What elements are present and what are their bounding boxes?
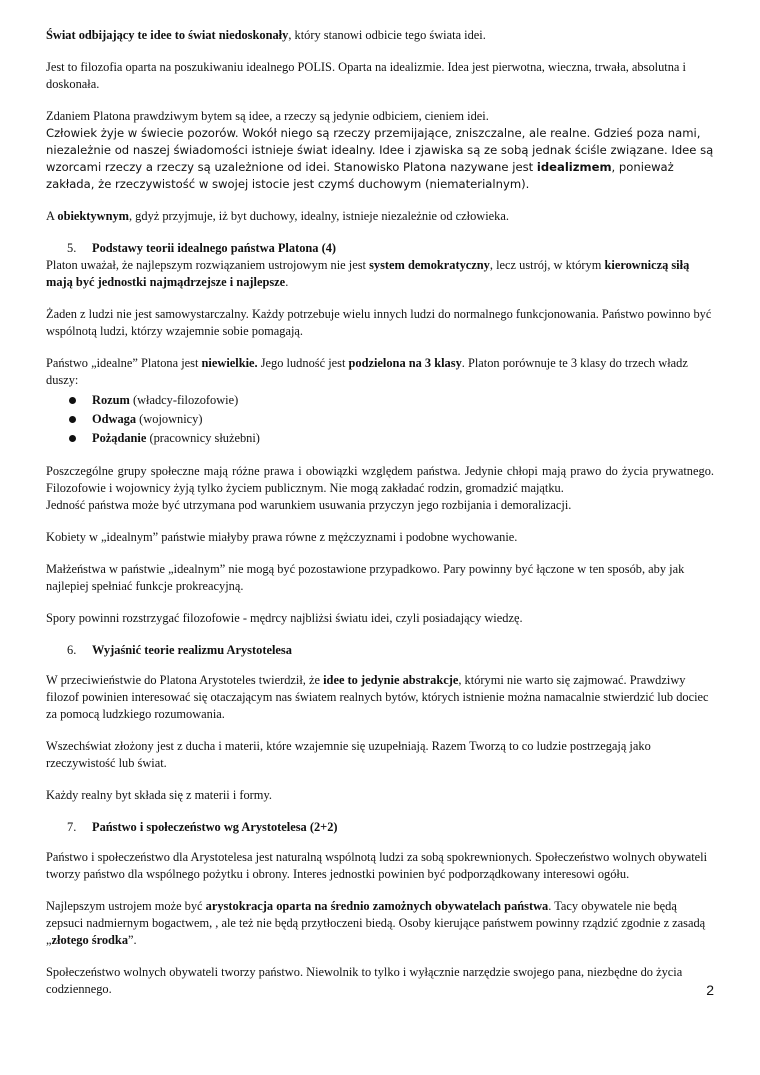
paragraph-self-sufficiency: Żaden z ludzi nie jest samowystarczalny. Każdy potrzebuje wielu innych ludzi do normalnego funkcjonowania. Państwo powinno być wspólnotą ludzi, którzy wzajemnie sobie pomagają. — [46, 307, 712, 338]
section-number: 6. — [67, 643, 77, 657]
bold-text: Świat odbijający te idee to świat niedoskonały — [46, 28, 289, 42]
section-5-heading — [46, 240, 714, 257]
text: Jego ludność jest — [257, 356, 349, 370]
document-page — [46, 27, 714, 1013]
soul-classes-list — [46, 391, 714, 448]
text: Poszczególne grupy społeczne mają różne prawa i obowiązki względem państwa. Jedynie chłopi mają prawo do życia prywatnego. Filozofowie i wojownicy żyją tylko życiem publicznym. Nie mogą zakładać rodzin, gromadzić majątku. — [46, 464, 714, 495]
paragraph-women: Kobiety w „idealnym” państwie miałyby prawa równe z mężczyznami i podobne wychowanie. — [46, 530, 518, 544]
bold-text: idee to jedynie abstrakcje — [323, 673, 459, 687]
bold-text: Pożądanie — [92, 431, 147, 445]
text: . — [285, 275, 289, 289]
bold-text: arystokracja oparta na średnio zamożnych obywatelach państwa — [205, 899, 549, 913]
text: Najlepszym ustrojem może być — [46, 899, 206, 913]
paragraph-objective — [46, 208, 714, 225]
bold-text: kierowniczą siłą mają być jednostki najmądrzejsze i najlepsze — [46, 258, 690, 289]
list-item — [46, 391, 714, 410]
text: W przeciwieństwie do Platona Arystoteles twierdził, że — [46, 673, 324, 687]
paragraph-matter-form: Każdy realny byt składa się z materii i formy. — [46, 788, 272, 802]
text: . Platon porównuje te 3 klasy do trzech władz duszy: — [46, 356, 688, 387]
paragraph-free-citizens: Społeczeństwo wolnych obywateli tworzy państwo. Niewolnik to tylko i wyłącznie narzędzie swojego pana, niezbędne do życia codziennego. — [46, 965, 683, 996]
section-number: 7. — [67, 820, 77, 834]
paragraph-best-system — [46, 898, 714, 949]
paragraph-world-reflection — [46, 27, 714, 44]
page-number: 2 — [706, 982, 714, 998]
paragraph-universe: Wszechświat złożony jest z ducha i materii, które wzajemnie się uzupełniają. Razem Tworzą to co ludzie postrzegają jako rzeczywistość lub świat. — [46, 739, 651, 770]
text: , którymi nie warto się zajmować. Prawdziwy filozof powinien interesować się otaczającym nas światem realnych bytów, których istnienie można namacalnie stwierdzić lub dociec za pomocą ludzkiego rozumowania. — [46, 673, 709, 721]
text: ”. — [128, 933, 137, 947]
text: Zdaniem Platona prawdziwym bytem są idee, a rzeczy są jedynie odbiciem, cieniem idei. — [46, 109, 489, 123]
section-7-heading — [46, 819, 714, 836]
section-6-heading — [46, 642, 714, 659]
section-title: Państwo i społeczeństwo wg Arystotelesa (2+2) — [92, 820, 338, 834]
bold-text: Odwaga — [92, 412, 137, 426]
list-item — [46, 429, 714, 448]
section-number: 5. — [67, 241, 77, 255]
text: A — [46, 209, 58, 223]
text: Człowiek żyje w świecie pozorów. Wokół niego są rzeczy przemijające, zniszczalne, ale realne. Gdzieś poza nami, niezależnie od naszej świadomości istnieje świat idealny. Idee i zjawiska są ze sobą jednak ściśle związane. Idee są wzorcami rzeczy a rzeczy są uzależnione od idei. Stanowisko Platona nazywane jest — [46, 126, 714, 174]
paragraph-state-society: Państwo i społeczeństwo dla Arystotelesa jest naturalną wspólnotą ludzi za sobą spokrewnionych. Społeczeństwo wolnych obywateli tworzy państwo dla wspólnego pożytku i obrony. Interes jednostki powinien być podporządkowany interesowi ogółu. — [46, 850, 708, 881]
text: Platon uważał, że najlepszym rozwiązaniem ustrojowym nie jest — [46, 258, 370, 272]
paragraph-plato-ideas — [46, 108, 714, 193]
text: (wojownicy) — [136, 412, 203, 426]
list-item — [46, 410, 714, 429]
bold-text: podzielona na 3 klasy — [348, 356, 462, 370]
text: . Tacy obywatele nie będą zepsuci nadmiernym bogactwem, , ale też nie będą przytłoczeni biedą. Osoby kierujące państwem powinny rządzić zgodnie z zasadą „ — [46, 899, 706, 947]
section-title: Wyjaśnić teorie realizmu Arystotelesa — [92, 643, 292, 657]
text: , ponieważ zakłada, że rzeczywistość w swojej istocie jest czymś duchowym (niematerialnym). — [46, 160, 674, 191]
bold-text: obiektywnym — [57, 209, 129, 223]
bold-text: system demokratyczny — [369, 258, 490, 272]
bullet-icon — [69, 435, 76, 442]
bold-text: idealizmem — [536, 160, 612, 174]
paragraph-social-groups — [46, 463, 714, 514]
bold-text: Rozum — [92, 393, 130, 407]
bold-text: złotego środka — [51, 933, 129, 947]
text: , gdyż przyjmuje, iż byt duchowy, idealny, istnieje niezależnie od człowieka. — [128, 209, 509, 223]
text: Jedność państwa może być utrzymana pod warunkiem usuwania przyczyn jego rozbijania i demoralizacji. — [46, 498, 572, 512]
bullet-icon — [69, 397, 76, 404]
paragraph-disputes: Spory powinni rozstrzygać filozofowie - mędrcy najbliżsi światu idei, czyli posiadający wiedzę. — [46, 611, 523, 625]
bullet-icon — [69, 416, 76, 423]
bold-text: niewielkie. — [201, 356, 258, 370]
paragraph-marriages: Małżeństwa w państwie „idealnym” nie mogą być pozostawione przypadkowo. Pary powinny być łączone w ten sposób, aby jak najlepiej spełniać funkcje prokreacyjną. — [46, 562, 685, 593]
paragraph-philosophy-polis: Jest to filozofia oparta na poszukiwaniu idealnego POLIS. Oparta na idealizmie. Idea jest pierwotna, wieczna, trwała, absolutna i doskonała. — [46, 60, 686, 91]
section-title: Podstawy teorii idealnego państwa Platona (4) — [92, 241, 337, 255]
text: Państwo „idealne” Platona jest — [46, 356, 202, 370]
text: , lecz ustrój, w którym — [489, 258, 605, 272]
text: (władcy-filozofowie) — [129, 393, 239, 407]
paragraph-plato-system — [46, 257, 714, 291]
text: , który stanowi odbicie tego świata idei. — [288, 28, 486, 42]
paragraph-ideal-state — [46, 355, 714, 389]
paragraph-aristotle-realism — [46, 672, 714, 723]
text: (pracownicy służebni) — [146, 431, 260, 445]
